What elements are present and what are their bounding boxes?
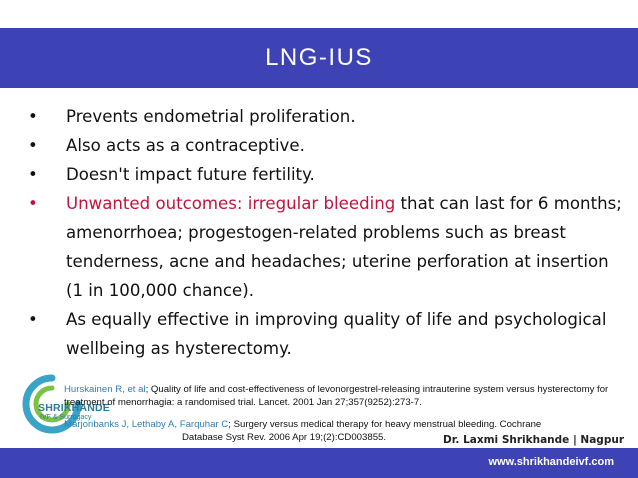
title-bar <box>0 28 638 88</box>
bullet-list <box>26 102 622 363</box>
bullet-dot-icon: • <box>28 165 38 184</box>
slide-title: LNG-IUS <box>265 44 373 71</box>
bullet-item <box>26 160 622 189</box>
reference-text: ; Quality of life and cost-effectiveness of levonorgestrel-releasing intrauterine system versus hysterectomy for treatment of menorrhagia: a randomised trial. Lancet. 2001 Jan 27;357(9252):273-7. <box>64 384 609 408</box>
bullet-item <box>26 189 622 305</box>
bullet-text: Also acts as a contraceptive. <box>66 136 305 155</box>
bullet-dot-icon: • <box>28 107 38 126</box>
reference-authors: Hurskainen R, et al <box>64 384 146 395</box>
logo-name: SHRIKHANDE <box>38 402 111 414</box>
reference-authors: Marjoribanks J, Lethaby A, Farquhar C <box>64 419 229 430</box>
bullet-text: that can last for 6 months; amenorrhoea; progestogen-related problems such as breast tenderness, acne and headaches; uterine perforation at insertion (1 in 100,000 chance). <box>66 194 622 300</box>
reference-text: ; Surgery versus medical therapy for heavy menstrual bleeding. Cochrane <box>228 419 542 430</box>
author-signature: Dr. Laxmi Shrikhande | Nagpur <box>443 434 624 446</box>
bullet-dot-icon: • <box>28 136 38 155</box>
bullet-item <box>26 305 622 363</box>
bullet-text: Prevents endometrial proliferation. <box>66 107 356 126</box>
reference-text-continued: Database Syst Rev. 2006 Apr 19;(2):CD003855. <box>181 431 387 443</box>
bullet-text: As equally effective in improving quality of life and psychological wellbeing as hysterectomy. <box>66 310 607 358</box>
logo-subtitle: IVF & Surrogacy <box>40 414 92 421</box>
bullet-dot-icon: • <box>28 194 38 213</box>
bullet-item <box>26 102 622 131</box>
bullet-text: Doesn't impact future fertility. <box>66 165 315 184</box>
bullet-dot-icon: • <box>28 310 38 329</box>
bullet-item <box>26 131 622 160</box>
bullet-highlight-text: Unwanted outcomes: irregular bleeding <box>66 194 396 213</box>
reference-item <box>64 384 624 409</box>
footer-url: www.shrikhandeivf.com <box>488 456 614 468</box>
footer-bar <box>0 448 638 478</box>
